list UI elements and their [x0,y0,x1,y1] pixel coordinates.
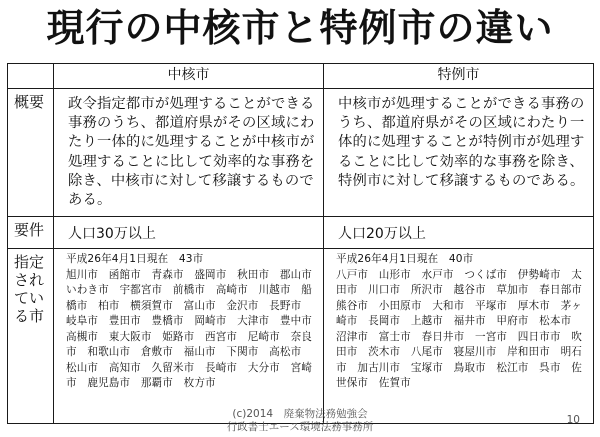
requirement-chukaku-text: 人口30万以上 [68,226,156,242]
row-label-cities: 指定されている市 [8,249,54,424]
cities-tokurei-header: 平成26年4月1日現在 40市 [336,253,474,265]
overview-tokurei-text: 中核市が処理することができる事務のうち、都道府県がその区域にわたり一体的に処理することが特例市が処理することに比して効率的な事務を除き、特例市に対して移譲するものである。 [338,96,585,189]
row-label-requirement: 要件 [8,217,54,249]
footer-line-2: 行政書士エース環境法務事務所 [226,421,374,433]
footer-line-1: (c)2014 廃棄物法務勉強会 [232,408,368,420]
requirement-chukaku-cell [54,217,324,249]
requirement-tokurei-text: 人口20万以上 [338,226,426,242]
cities-row [8,249,594,424]
col-header-tokurei: 特例市 [324,64,594,89]
comparison-table [7,63,594,424]
cities-chukaku-header: 平成26年4月1日現在 43市 [66,253,204,265]
requirement-tokurei-cell [324,217,594,249]
cities-chukaku-list: 旭川市 函館市 青森市 盛岡市 秋田市 郡山市 いわき市 宇都宮市 前橋市 高崎市 川越市 船橋市 柏市 横須賀市 富山市 金沢市 長野市 岐阜市 豊田市 豊橋市 岡崎市 大津市 豊中市 高槻市 東大阪市 姫路市 西宮市 尼崎市 奈良市 和歌山市 倉敷市 福山市 下関市 高松市 松山市 高知市 久留米市 長崎市 大分市 宮崎市 鹿児島市 那覇市 枚方市 [66,268,323,389]
row-label-overview: 概要 [8,89,54,217]
cities-tokurei-cell [324,249,594,424]
page-number: 10 [566,414,580,426]
overview-chukaku-cell [54,89,324,217]
corner-cell [8,64,54,89]
overview-chukaku-text: 政令指定都市が処理することができる事務のうち、都道府県がその区域にわたり一体的に処理することが中核市が処理することに比して効率的な事務を除き、中核市に対して移譲するものである。 [68,96,315,209]
cities-tokurei-list: 八戸市 山形市 水戸市 つくば市 伊勢崎市 太田市 川口市 所沢市 越谷市 草加市 春日部市 熊谷市 小田原市 大和市 平塚市 厚木市 茅ヶ崎市 長岡市 上越市 福井市 甲府市 松本市 沼津市 富士市 春日井市 一宮市 四日市市 吹田市 茨木市 八尾市 寝屋川市 岸和田市 明石市 加古川市 宝塚市 鳥取市 松江市 呉市 佐世保市 佐賀市 [336,268,593,389]
overview-row [8,89,594,217]
footer-credit [0,408,600,434]
table-header-row [8,64,594,89]
col-header-chukaku: 中核市 [54,64,324,89]
slide-title: 現行の中核市と特例市の違い [46,6,554,50]
requirement-row [8,217,594,249]
overview-tokurei-cell [324,89,594,217]
cities-chukaku-cell [54,249,324,424]
